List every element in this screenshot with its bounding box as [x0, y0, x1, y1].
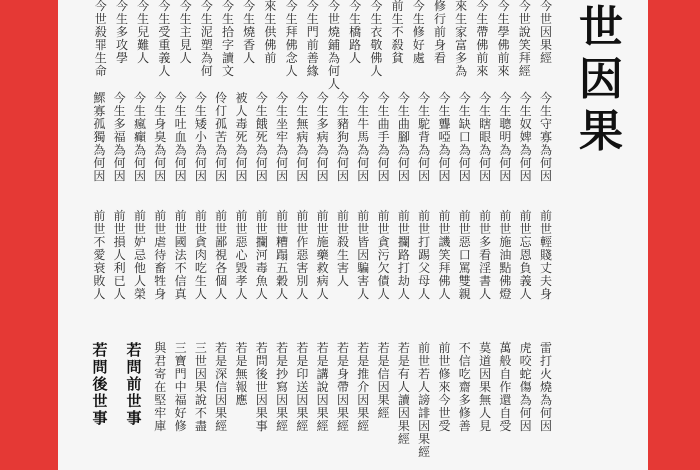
section2-column: 鰥寡孤獨為何因: [93, 91, 106, 183]
section4-column: 若是印送因果經: [296, 341, 309, 433]
section2-column: 今生守寡為何因: [539, 91, 552, 183]
section2-column: 今生瘋癲為何因: [133, 91, 146, 183]
section4-column: 若是有人讀因果經: [397, 341, 410, 446]
section2-column: 今生聰明為何因: [499, 91, 512, 183]
section5-column: 若問後世事: [92, 341, 108, 427]
section1-column: 今生拾字讀文: [221, 0, 234, 78]
right-red-border: [648, 0, 700, 470]
section4-column: 萬般自作還自受: [499, 341, 512, 433]
section2-column: 被人毒死為何因: [235, 91, 248, 183]
section2-column: 今生缺口為何因: [458, 91, 471, 183]
section1-column: 前生不殺貧: [391, 0, 404, 65]
section2-column: 今生身臭為何因: [154, 91, 167, 183]
scripture-sheet: [58, 0, 648, 470]
section2-column: 今生無病為何因: [296, 91, 309, 183]
section4-column: 若是身帶因果經: [336, 341, 349, 433]
section3-column: 前世施油點佛燈: [499, 209, 512, 301]
section1-column: 今生橋路人: [349, 0, 362, 65]
section1-column: 今生學佛前來: [497, 0, 510, 78]
section2-column: 今生多病為何因: [316, 91, 329, 183]
section1-column: 來生家富多為: [455, 0, 468, 78]
section3-column: 前世多看淫書人: [479, 209, 492, 301]
section4-column: 不信吃齋多修善: [458, 341, 471, 433]
section2-column: 今生餓死為何因: [255, 91, 268, 183]
section3-column: 前世損人利已人: [113, 209, 126, 301]
section3-column: 前世糟蹋五穀人: [276, 209, 289, 301]
section5-column: 若問前世事: [126, 341, 142, 427]
section3-column: 前世國法不信真: [174, 209, 187, 301]
section2-column: 今生駝背為何因: [418, 91, 431, 183]
section2-column: 今生吐血為何因: [174, 91, 187, 183]
section2-column: 今生瞎眼為何因: [479, 91, 492, 183]
section4-column: 若是講說因果經: [316, 341, 329, 433]
section1-column: 修行前身看: [433, 0, 446, 65]
section2-column: 伶仃孤苦為何因: [215, 91, 228, 183]
section3-column: 前世皆因騙害人: [357, 209, 370, 301]
section3-column: 前世不愛衰敗人: [93, 209, 106, 301]
page-title: 世因果: [579, 2, 623, 157]
section2-column: 今生聾啞為何因: [438, 91, 451, 183]
section4-column: 若是無報應: [235, 341, 248, 407]
section4-column: 莫道因果無人見: [479, 341, 492, 433]
section3-column: 前世攔路打劫人: [397, 209, 410, 301]
section4-column: 雷打火燒為何因: [539, 341, 552, 433]
section1-column: 今生燒香人: [243, 0, 256, 65]
section1-column: 來生供佛前: [264, 0, 277, 65]
section1-column: 今世說笑拜經: [518, 0, 531, 78]
section3-column: 前世殺生害人: [336, 209, 349, 288]
section4-column: 與君寄在堅牢庫: [154, 341, 167, 433]
section2-column: 今生多福為何因: [113, 91, 126, 183]
section3-column: 前世輕賤丈夫身: [539, 209, 552, 301]
section1-column: 今世燒鋪為何人: [327, 0, 340, 91]
section3-column: 前世妒忌他人榮: [133, 209, 146, 301]
section2-column: 今生豬狗為何因: [336, 91, 349, 183]
section3-column: 前世作惡害別人: [296, 209, 309, 301]
section3-column: 前世打踢父母人: [418, 209, 431, 301]
section1-column: 今生衣敬佛人: [370, 0, 383, 78]
section2-column: 今生奴婢為何因: [519, 91, 532, 183]
section2-column: 今生坐牢為何因: [276, 91, 289, 183]
section4-column: 若是抄寫因果經: [276, 341, 289, 433]
section1-column: 今生門前善緣: [306, 0, 319, 78]
section2-column: 今生曲手為何因: [377, 91, 390, 183]
section3-column: 前世貪污欠債人: [377, 209, 390, 301]
section3-column: 前世鄙視各個人: [215, 209, 228, 301]
section1-column: 今生兒難人: [137, 0, 150, 65]
section4-column: 三世因果說不盡: [194, 341, 207, 433]
section1-column: 今生泥塑為何: [200, 0, 213, 78]
section2-column: 今生曲腳為何因: [397, 91, 410, 183]
section3-column: 前世貪肉吃生人: [194, 209, 207, 301]
section3-column: 前世施藥救病人: [316, 209, 329, 301]
section1-column: 今生拜佛念人: [285, 0, 298, 78]
section1-column: 今生修好處: [412, 0, 425, 65]
section4-column: 前世修來今世受: [438, 341, 451, 433]
section4-column: 若是推介因果經: [357, 341, 370, 433]
section1-column: 今世因果經: [539, 0, 552, 65]
section4-column: 虎咬蛇傷為何因: [519, 341, 532, 433]
section4-column: 前世若人謗誹因果經: [418, 341, 431, 459]
left-red-border: [0, 0, 58, 470]
section1-column: 今生主見人: [179, 0, 192, 65]
section3-column: 前世惡心毀孝人: [235, 209, 248, 301]
section4-column: 若問後世因果事: [255, 341, 268, 433]
section1-column: 今世殺罪生命: [94, 0, 107, 78]
section4-column: 三寶門中福好修: [174, 341, 187, 433]
section2-column: 今生牛馬為何因: [357, 91, 370, 183]
section1-column: 今生帶佛前來: [476, 0, 489, 78]
section1-column: 今生受重義人: [158, 0, 171, 78]
section4-column: 若是信因果經: [377, 341, 390, 420]
section3-column: 前世譏笑拜佛人: [438, 209, 451, 301]
section2-column: 今生矮小為何因: [194, 91, 207, 183]
section1-column: 今生多攻學: [115, 0, 128, 65]
section4-column: 若是深信因果經: [215, 341, 228, 433]
section3-column: 前世攔河毒魚人: [255, 209, 268, 301]
section3-column: 前世忘恩負義人: [519, 209, 532, 301]
section3-column: 前世虐待畜牲身: [154, 209, 167, 301]
section3-column: 前世惡口罵雙親: [458, 209, 471, 301]
